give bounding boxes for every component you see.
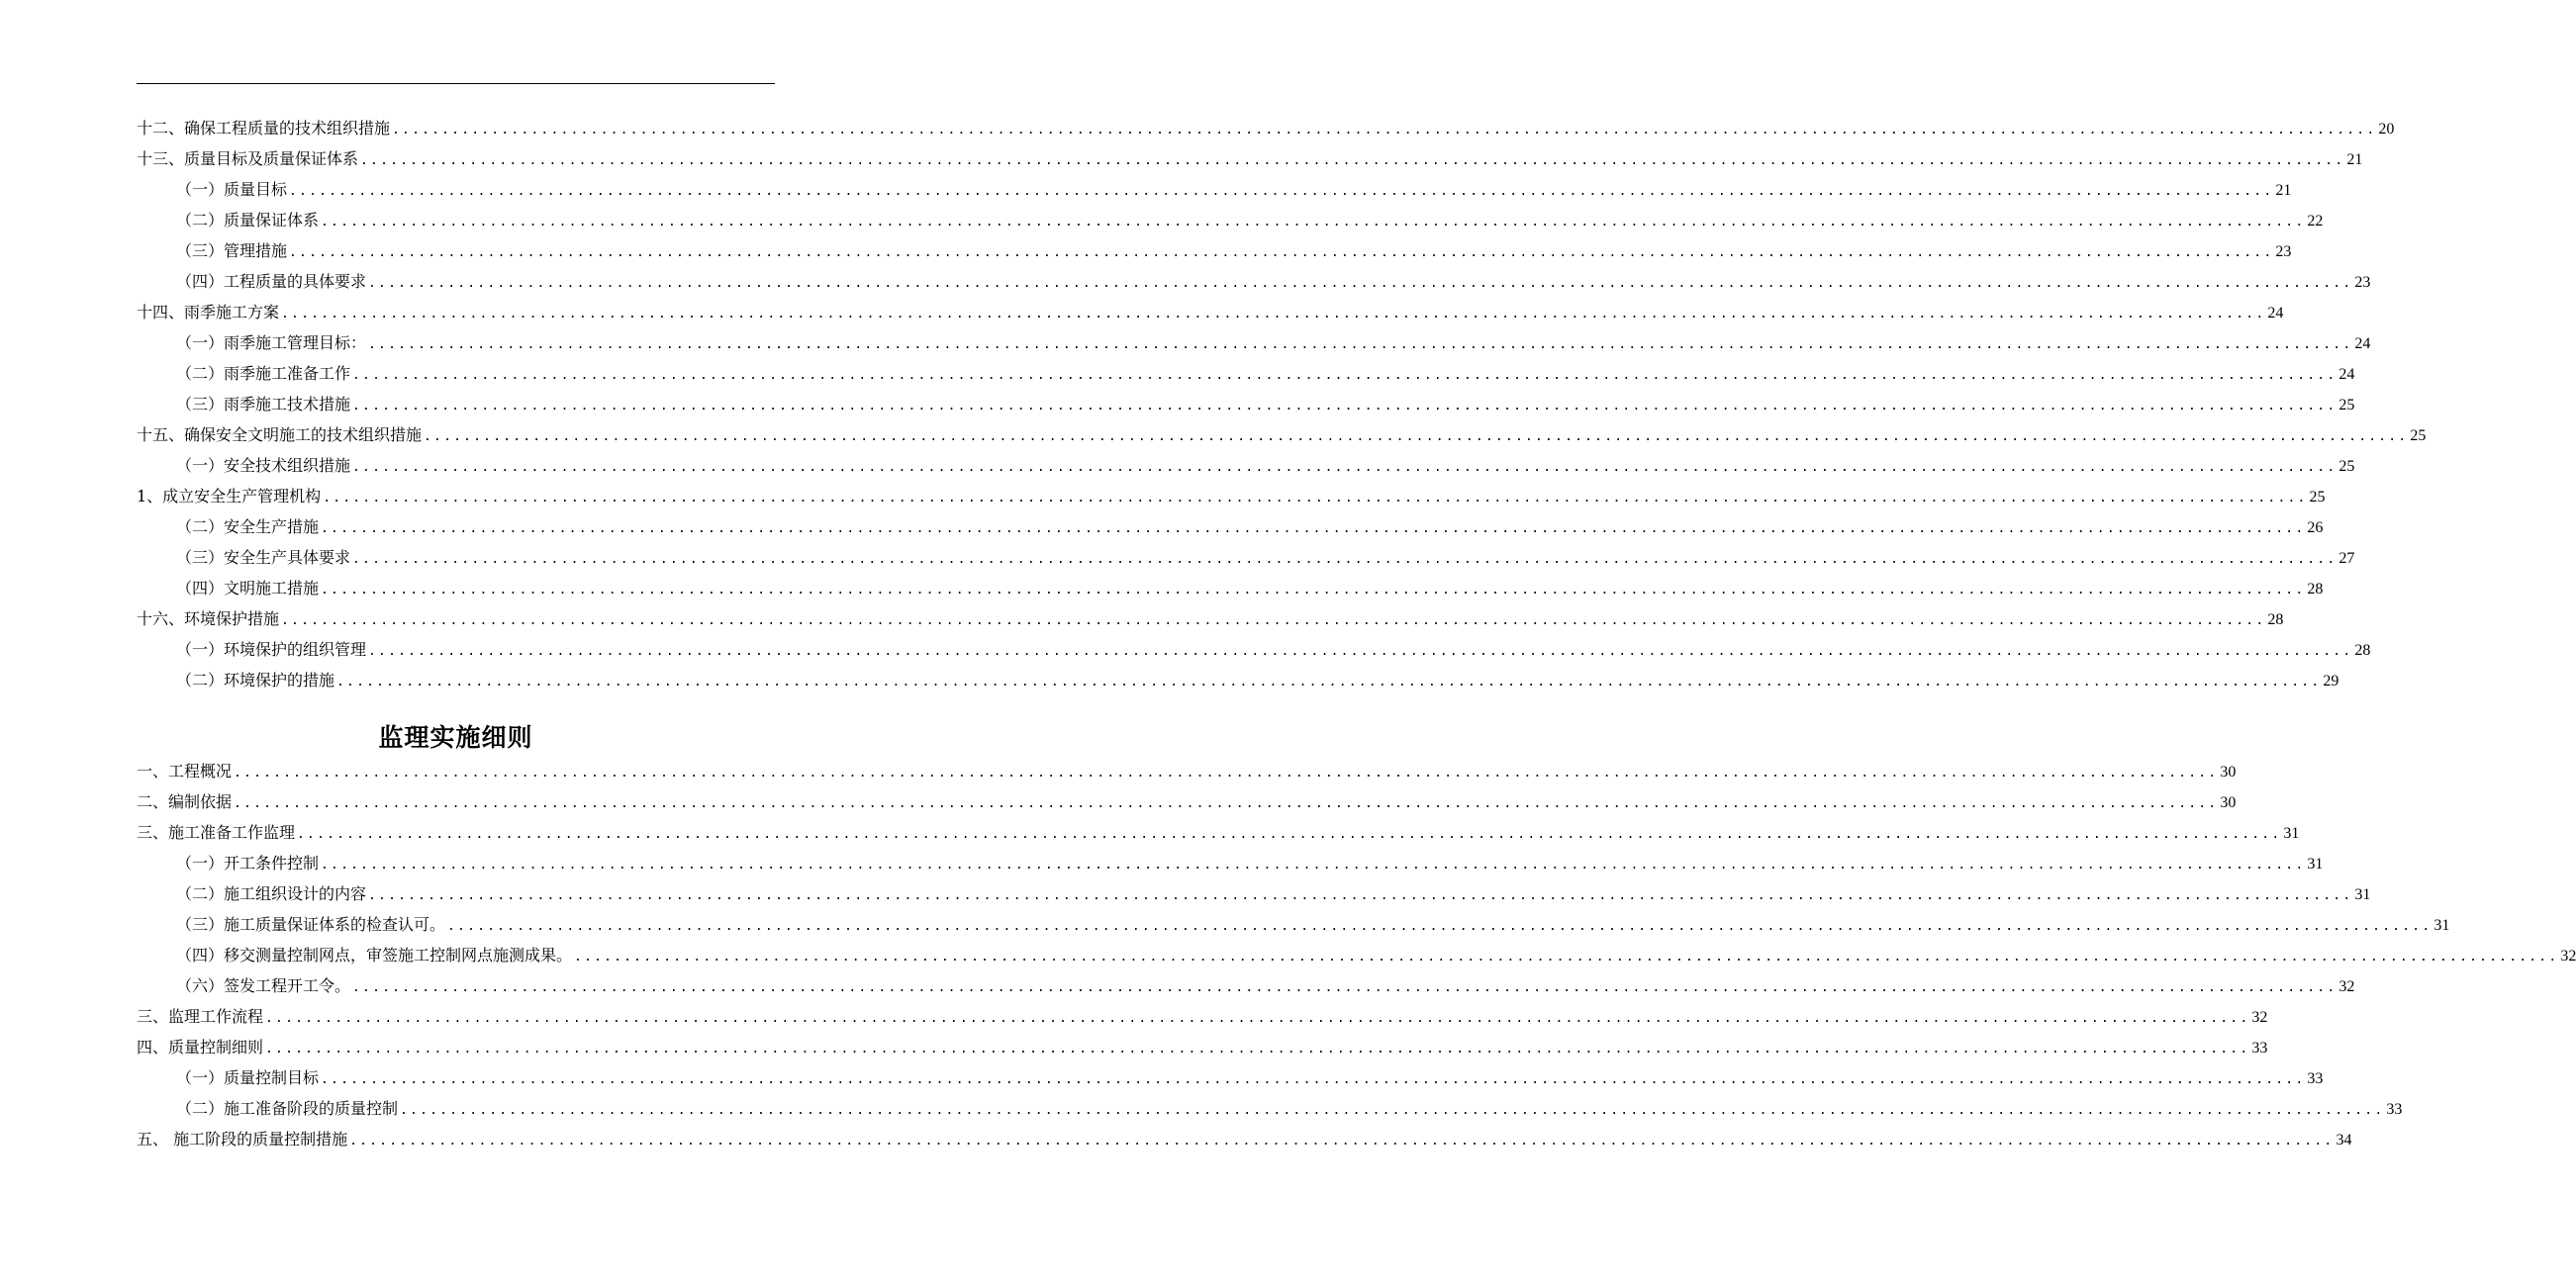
toc-entry[interactable]: [137, 511, 2324, 542]
toc-dot-leader: ........................................................................................................................................................................................................: [289, 245, 2274, 260]
toc-dot-leader: ........................................................................................................................................................................................................: [368, 644, 2353, 659]
toc-entry-title: 十五、确保安全文明施工的技术组织措施: [137, 425, 423, 444]
toc-entry-page-number: 26: [2307, 519, 2324, 536]
toc-entry[interactable]: [137, 542, 2355, 573]
toc-dot-leader: ........................................................................................................................................................................................................: [360, 153, 2345, 168]
toc-dot-leader: ........................................................................................................................................................................................................: [352, 552, 2337, 567]
toc-entry-title: 二、编制依据: [137, 792, 233, 811]
toc-entry[interactable]: [137, 205, 2324, 235]
toc-entry-page-number: 32: [2251, 1009, 2268, 1026]
toc-entry-title: （一）雨季施工管理目标：: [176, 333, 367, 352]
toc-entry-title: （四）移交测量控制网点，审签施工控制网点施测成果。: [176, 946, 573, 965]
toc-entry-title: （三）管理措施: [176, 241, 288, 260]
toc-dot-leader: ........................................................................................................................................................................................................: [424, 429, 2409, 444]
toc-entry-title: （二）施工组织设计的内容: [176, 884, 367, 903]
toc-entry-page-number: 20: [2378, 121, 2395, 138]
toc-entry-title: （一）环境保护的组织管理: [176, 640, 367, 659]
toc-entry-title: 十二、确保工程质量的技术组织措施: [137, 119, 391, 138]
toc-dot-leader: ........................................................................................................................................................................................................: [352, 980, 2337, 995]
toc-entry-page-number: 32: [2338, 978, 2355, 995]
toc-entry[interactable]: [137, 1001, 2268, 1032]
toc-entry-page-number: 22: [2307, 213, 2324, 230]
toc-entry-page-number: 33: [2307, 1070, 2324, 1087]
toc-entry-title: 三、施工准备工作监理: [137, 823, 296, 842]
toc-dot-leader: ........................................................................................................................................................................................................: [234, 766, 2219, 781]
toc-entry[interactable]: [137, 113, 2395, 143]
toc-entry[interactable]: [137, 878, 2371, 909]
toc-entry-title: （一）质量控制目标: [176, 1068, 320, 1087]
toc-dot-leader: ........................................................................................................................................................................................................: [400, 1103, 2385, 1118]
toc-entry-title: （三）施工质量保证体系的检查认可。: [176, 915, 446, 934]
toc-dot-leader: ........................................................................................................................................................................................................: [352, 399, 2337, 414]
toc-entry-title: （一）开工条件控制: [176, 854, 320, 873]
toc-entry-page-number: 25: [2309, 489, 2326, 506]
toc-entry[interactable]: [137, 817, 2300, 848]
toc-dot-leader: ........................................................................................................................................................................................................: [336, 675, 2322, 690]
toc-entry[interactable]: [137, 756, 2237, 786]
toc-entry[interactable]: [137, 419, 2427, 450]
toc-entry[interactable]: [137, 174, 2292, 205]
toc-entry-title: （四）工程质量的具体要求: [176, 272, 367, 291]
toc-dot-leader: ........................................................................................................................................................................................................: [323, 491, 2308, 506]
toc-entry[interactable]: [137, 266, 2371, 297]
toc-entry-title: 五、 施工阶段的质量控制措施: [137, 1130, 348, 1149]
toc-dot-leader: ........................................................................................................................................................................................................: [297, 827, 2282, 842]
toc-entry-title: 1、成立安全生产管理机构: [137, 487, 322, 506]
toc-entry[interactable]: [137, 634, 2371, 665]
toc-entry-page-number: 28: [2354, 642, 2371, 659]
toc-entry-page-number: 21: [2275, 182, 2292, 199]
toc-entry-page-number: 25: [2410, 427, 2427, 444]
section-heading: 监理实施细则: [378, 723, 533, 752]
toc-entry-page-number: 28: [2307, 581, 2324, 598]
toc-entry-title: （二）雨季施工准备工作: [176, 364, 351, 383]
toc-entry-page-number: 31: [2354, 886, 2371, 903]
toc-entry[interactable]: [137, 573, 2324, 603]
toc-entry-title: 四、质量控制细则: [137, 1038, 264, 1057]
toc-entry[interactable]: [137, 603, 2284, 634]
toc-entry[interactable]: [137, 970, 2355, 1001]
toc-dot-leader: ........................................................................................................................................................................................................: [368, 337, 2353, 352]
toc-entry[interactable]: [137, 1062, 2324, 1093]
header-rule: [137, 83, 775, 84]
toc-entry[interactable]: [137, 665, 2339, 695]
toc-dot-leader: ........................................................................................................................................................................................................: [321, 583, 2306, 598]
toc-entry-title: （二）施工准备阶段的质量控制: [176, 1099, 399, 1118]
toc-dot-leader: ........................................................................................................................................................................................................: [265, 1011, 2250, 1026]
toc-dot-leader: ........................................................................................................................................................................................................: [321, 1072, 2306, 1087]
toc-entry[interactable]: [137, 358, 2355, 389]
toc-dot-leader: ........................................................................................................................................................................................................: [368, 276, 2353, 291]
toc-entry-title: （一）质量目标: [176, 180, 288, 199]
toc-list-part1: [137, 113, 2427, 695]
toc-entry-title: 一、工程概况: [137, 762, 233, 781]
toc-dot-leader: ........................................................................................................................................................................................................: [574, 950, 2559, 965]
toc-dot-leader: ........................................................................................................................................................................................................: [321, 858, 2306, 873]
toc-entry[interactable]: [137, 481, 2326, 511]
toc-entry[interactable]: [137, 235, 2292, 266]
toc-entry[interactable]: [137, 1124, 2352, 1154]
toc-entry[interactable]: [137, 327, 2371, 358]
toc-entry-page-number: 24: [2354, 335, 2371, 352]
toc-entry-page-number: 31: [2433, 917, 2450, 934]
toc-entry-title: 十四、雨季施工方案: [137, 303, 280, 322]
toc-entry-page-number: 25: [2338, 397, 2355, 414]
toc-dot-leader: ........................................................................................................................................................................................................: [321, 215, 2306, 230]
toc-entry-page-number: 25: [2338, 458, 2355, 475]
toc-dot-leader: ........................................................................................................................................................................................................: [265, 1042, 2250, 1057]
toc-dot-leader: ........................................................................................................................................................................................................: [349, 1134, 2335, 1149]
toc-entry-page-number: 31: [2283, 825, 2300, 842]
toc-entry[interactable]: [137, 389, 2355, 419]
toc-entry-page-number: 24: [2338, 366, 2355, 383]
toc-entry[interactable]: [137, 909, 2450, 940]
toc-entry-title: 十六、环境保护措施: [137, 609, 280, 628]
toc-entry-page-number: 23: [2275, 243, 2292, 260]
toc-dot-leader: ........................................................................................................................................................................................................: [392, 123, 2377, 138]
toc-entry[interactable]: [137, 297, 2284, 327]
toc-entry-title: （四）文明施工措施: [176, 579, 320, 598]
toc-entry[interactable]: [137, 848, 2324, 878]
toc-dot-leader: ........................................................................................................................................................................................................: [447, 919, 2433, 934]
toc-entry[interactable]: [137, 450, 2355, 481]
toc-entry-page-number: 24: [2267, 305, 2284, 322]
toc-entry-page-number: 29: [2323, 673, 2339, 690]
toc-entry-page-number: 30: [2220, 794, 2237, 811]
toc-entry-page-number: 32: [2560, 948, 2576, 965]
toc-entry-title: （一）安全技术组织措施: [176, 456, 351, 475]
toc-entry-page-number: 27: [2338, 550, 2355, 567]
toc-entry[interactable]: [137, 1093, 2403, 1124]
toc-entry-title: 三、监理工作流程: [137, 1007, 264, 1026]
toc-entry-title: （三）安全生产具体要求: [176, 548, 351, 567]
toc-entry-title: （二）质量保证体系: [176, 211, 320, 230]
toc-entry-page-number: 30: [2220, 764, 2237, 781]
toc-dot-leader: ........................................................................................................................................................................................................: [289, 184, 2274, 199]
toc-dot-leader: ........................................................................................................................................................................................................: [368, 888, 2353, 903]
toc-entry-title: （二）安全生产措施: [176, 517, 320, 536]
toc-dot-leader: ........................................................................................................................................................................................................: [352, 368, 2337, 383]
toc-entry-title: （二）环境保护的措施: [176, 671, 335, 690]
toc-entry[interactable]: [137, 940, 2576, 970]
toc-entry[interactable]: [137, 1032, 2268, 1062]
toc-entry-page-number: 34: [2336, 1132, 2352, 1149]
toc-entry-page-number: 33: [2251, 1040, 2268, 1057]
toc-entry-page-number: 31: [2307, 856, 2324, 873]
toc-list-part2: [137, 756, 2576, 1154]
toc-dot-leader: ........................................................................................................................................................................................................: [281, 613, 2266, 628]
toc-entry-page-number: 23: [2354, 274, 2371, 291]
toc-dot-leader: ........................................................................................................................................................................................................: [352, 460, 2337, 475]
toc-entry-title: （三）雨季施工技术措施: [176, 395, 351, 414]
toc-entry-page-number: 21: [2346, 151, 2363, 168]
toc-dot-leader: ........................................................................................................................................................................................................: [281, 307, 2266, 322]
toc-entry-title: 十三、质量目标及质量保证体系: [137, 149, 359, 168]
toc-entry-page-number: 28: [2267, 611, 2284, 628]
toc-dot-leader: ........................................................................................................................................................................................................: [234, 796, 2219, 811]
toc-entry-page-number: 33: [2386, 1101, 2403, 1118]
toc-entry[interactable]: [137, 143, 2363, 174]
toc-dot-leader: ........................................................................................................................................................................................................: [321, 521, 2306, 536]
toc-entry[interactable]: [137, 786, 2237, 817]
toc-entry-title: （六）签发工程开工令。: [176, 976, 351, 995]
